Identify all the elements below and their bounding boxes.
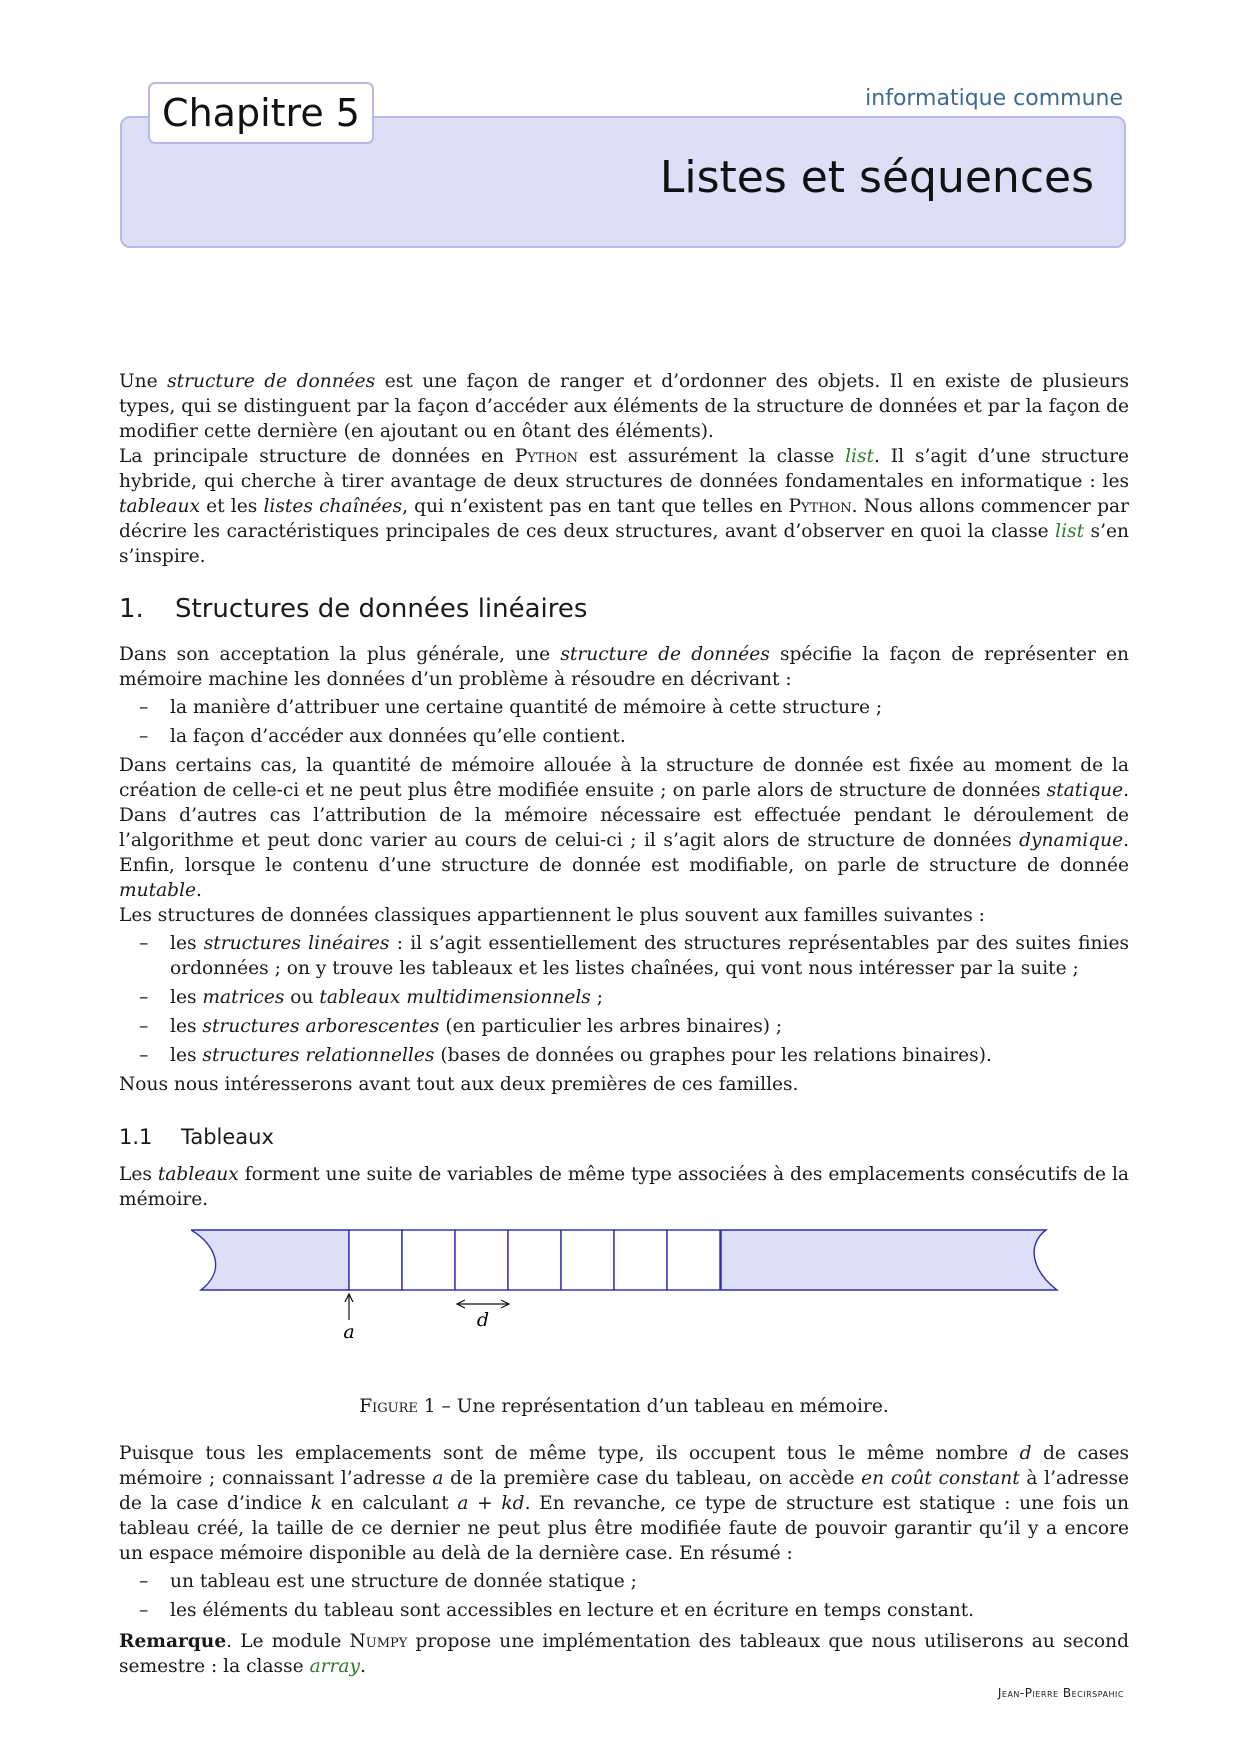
- section-1-paragraph-2: Dans certains cas, la quantité de mémoire allouée à la structure de donnée est fixée au moment de la création de celle-ci et ne peut plus être modifiée ensuite ; on parle alors de structure de données statique. Dans d’autres cas l’attribution de la mémoire nécessaire est effectuée pendant le déroulement de l’algorithme et peut donc varier au cours de celui-ci ; il s’agit alors de structure de données dynamique. Enfin, lorsque le contenu d’une structure de donnée est modifiable, on parle de structure de donnée mutable.: [119, 755, 1129, 901]
- page-content: [119, 369, 1129, 1679]
- cell-size-label: d: [476, 1309, 490, 1331]
- intro-paragraph-1: Une structure de données est une façon de ranger et d’ordonner des objets. Il en existe de plusieurs types, qui se distinguent par la façon d’accéder aux éléments de la structure de données et par la façon de modifier cette dernière (en ajoutant ou en ôtant des éléments).: [119, 371, 1129, 442]
- section-1-1-paragraph-1: Les tableaux forment une suite de variables de même type associées à des emplacements consécutifs de la mémoire.: [119, 1164, 1129, 1210]
- array-memory-figure: [119, 1226, 1129, 1386]
- list-item: – les structures linéaires : il s’agit essentiellement des structures représentables par des suites finies ordonnées ; on y trouve les tableaux et les listes chaînées, qui vont nous intéresser par la suite ;: [170, 931, 1129, 981]
- summary-list: [119, 1569, 1129, 1623]
- memory-cell: [455, 1230, 508, 1290]
- memory-cell: [614, 1230, 667, 1290]
- memory-right-block: [721, 1230, 1057, 1290]
- array-cells: [349, 1230, 720, 1290]
- subject-label: informatique commune: [865, 86, 1123, 111]
- remark-paragraph: Remarque. Le module Numpy propose une implémentation des tableaux que nous utiliserons au second semestre : la classe array.: [119, 1631, 1129, 1677]
- author-footer: Jean-Pierre Becirspahic: [997, 1686, 1124, 1700]
- intro-paragraph-2: La principale structure de données en Python est assurément la classe list. Il s’agit d’une structure hybride, qui cherche à tirer avantage de deux structures de données fondamentales en informatique : les tableaux et les listes chaînées, qui n’existent pas en tant que telles en Python. Nous allons commencer par décrire les caractéristiques principales de ces deux structures, avant d’observer en quoi la classe list s’en s’inspire.: [119, 446, 1129, 567]
- memory-cell: [667, 1230, 720, 1290]
- list-item: – les matrices ou tableaux multidimensionnels ;: [170, 985, 1129, 1010]
- list-item: – les structures relationnelles (bases de données ou graphes pour les relations binaires).: [170, 1043, 1129, 1068]
- memory-description-list: [119, 695, 1129, 749]
- list-item: – la façon d’accéder aux données qu’elle contient.: [170, 724, 1129, 749]
- list-item: – les structures arborescentes (en particulier les arbres binaires) ;: [170, 1014, 1129, 1039]
- figure-caption: Figure 1 – Une représentation d’un tableau en mémoire.: [359, 1396, 889, 1417]
- memory-cell: [561, 1230, 614, 1290]
- section-1-heading: 1. Structures de données linéaires: [119, 594, 588, 624]
- list-item: – un tableau est une structure de donnée statique ;: [170, 1569, 1129, 1594]
- section-1-1-heading: 1.1 Tableaux: [119, 1125, 274, 1149]
- memory-cell: [402, 1230, 455, 1290]
- list-item: – la manière d’attribuer une certaine quantité de mémoire à cette structure ;: [170, 695, 1129, 720]
- memory-left-block: [191, 1230, 349, 1290]
- array-memory-diagram: [191, 1226, 1071, 1376]
- section-1-paragraph-3: Les structures de données classiques appartiennent le plus souvent aux familles suivantes :: [119, 905, 985, 926]
- section-1-paragraph-1: Dans son acceptation la plus générale, une structure de données spécifie la façon de représenter en mémoire machine les données d’un problème à résoudre en décrivant :: [119, 644, 1129, 690]
- chapter-number: Chapitre 5: [148, 82, 374, 144]
- families-list: [119, 931, 1129, 1068]
- address-label: a: [343, 1321, 355, 1343]
- chapter-title: Listes et séquences: [659, 152, 1094, 203]
- memory-cell: [349, 1230, 402, 1290]
- list-item: – les éléments du tableau sont accessibles en lecture et en écriture en temps constant.: [170, 1598, 1129, 1623]
- section-1-paragraph-4: Nous nous intéresserons avant tout aux deux premières de ces familles.: [119, 1074, 799, 1095]
- section-1-1-paragraph-2: Puisque tous les emplacements sont de même type, ils occupent tous le même nombre d de cases mémoire ; connaissant l’adresse a de la première case du tableau, on accède en coût constant à l’adresse de la case d’indice k en calculant a + kd. En revanche, ce type de structure est statique : une fois un tableau créé, la taille de ce dernier ne peut plus être modifiée faute de pouvoir garantir qu’il y a encore un espace mémoire disponible au delà de la dernière case. En résumé :: [119, 1443, 1129, 1564]
- memory-cell: [508, 1230, 561, 1290]
